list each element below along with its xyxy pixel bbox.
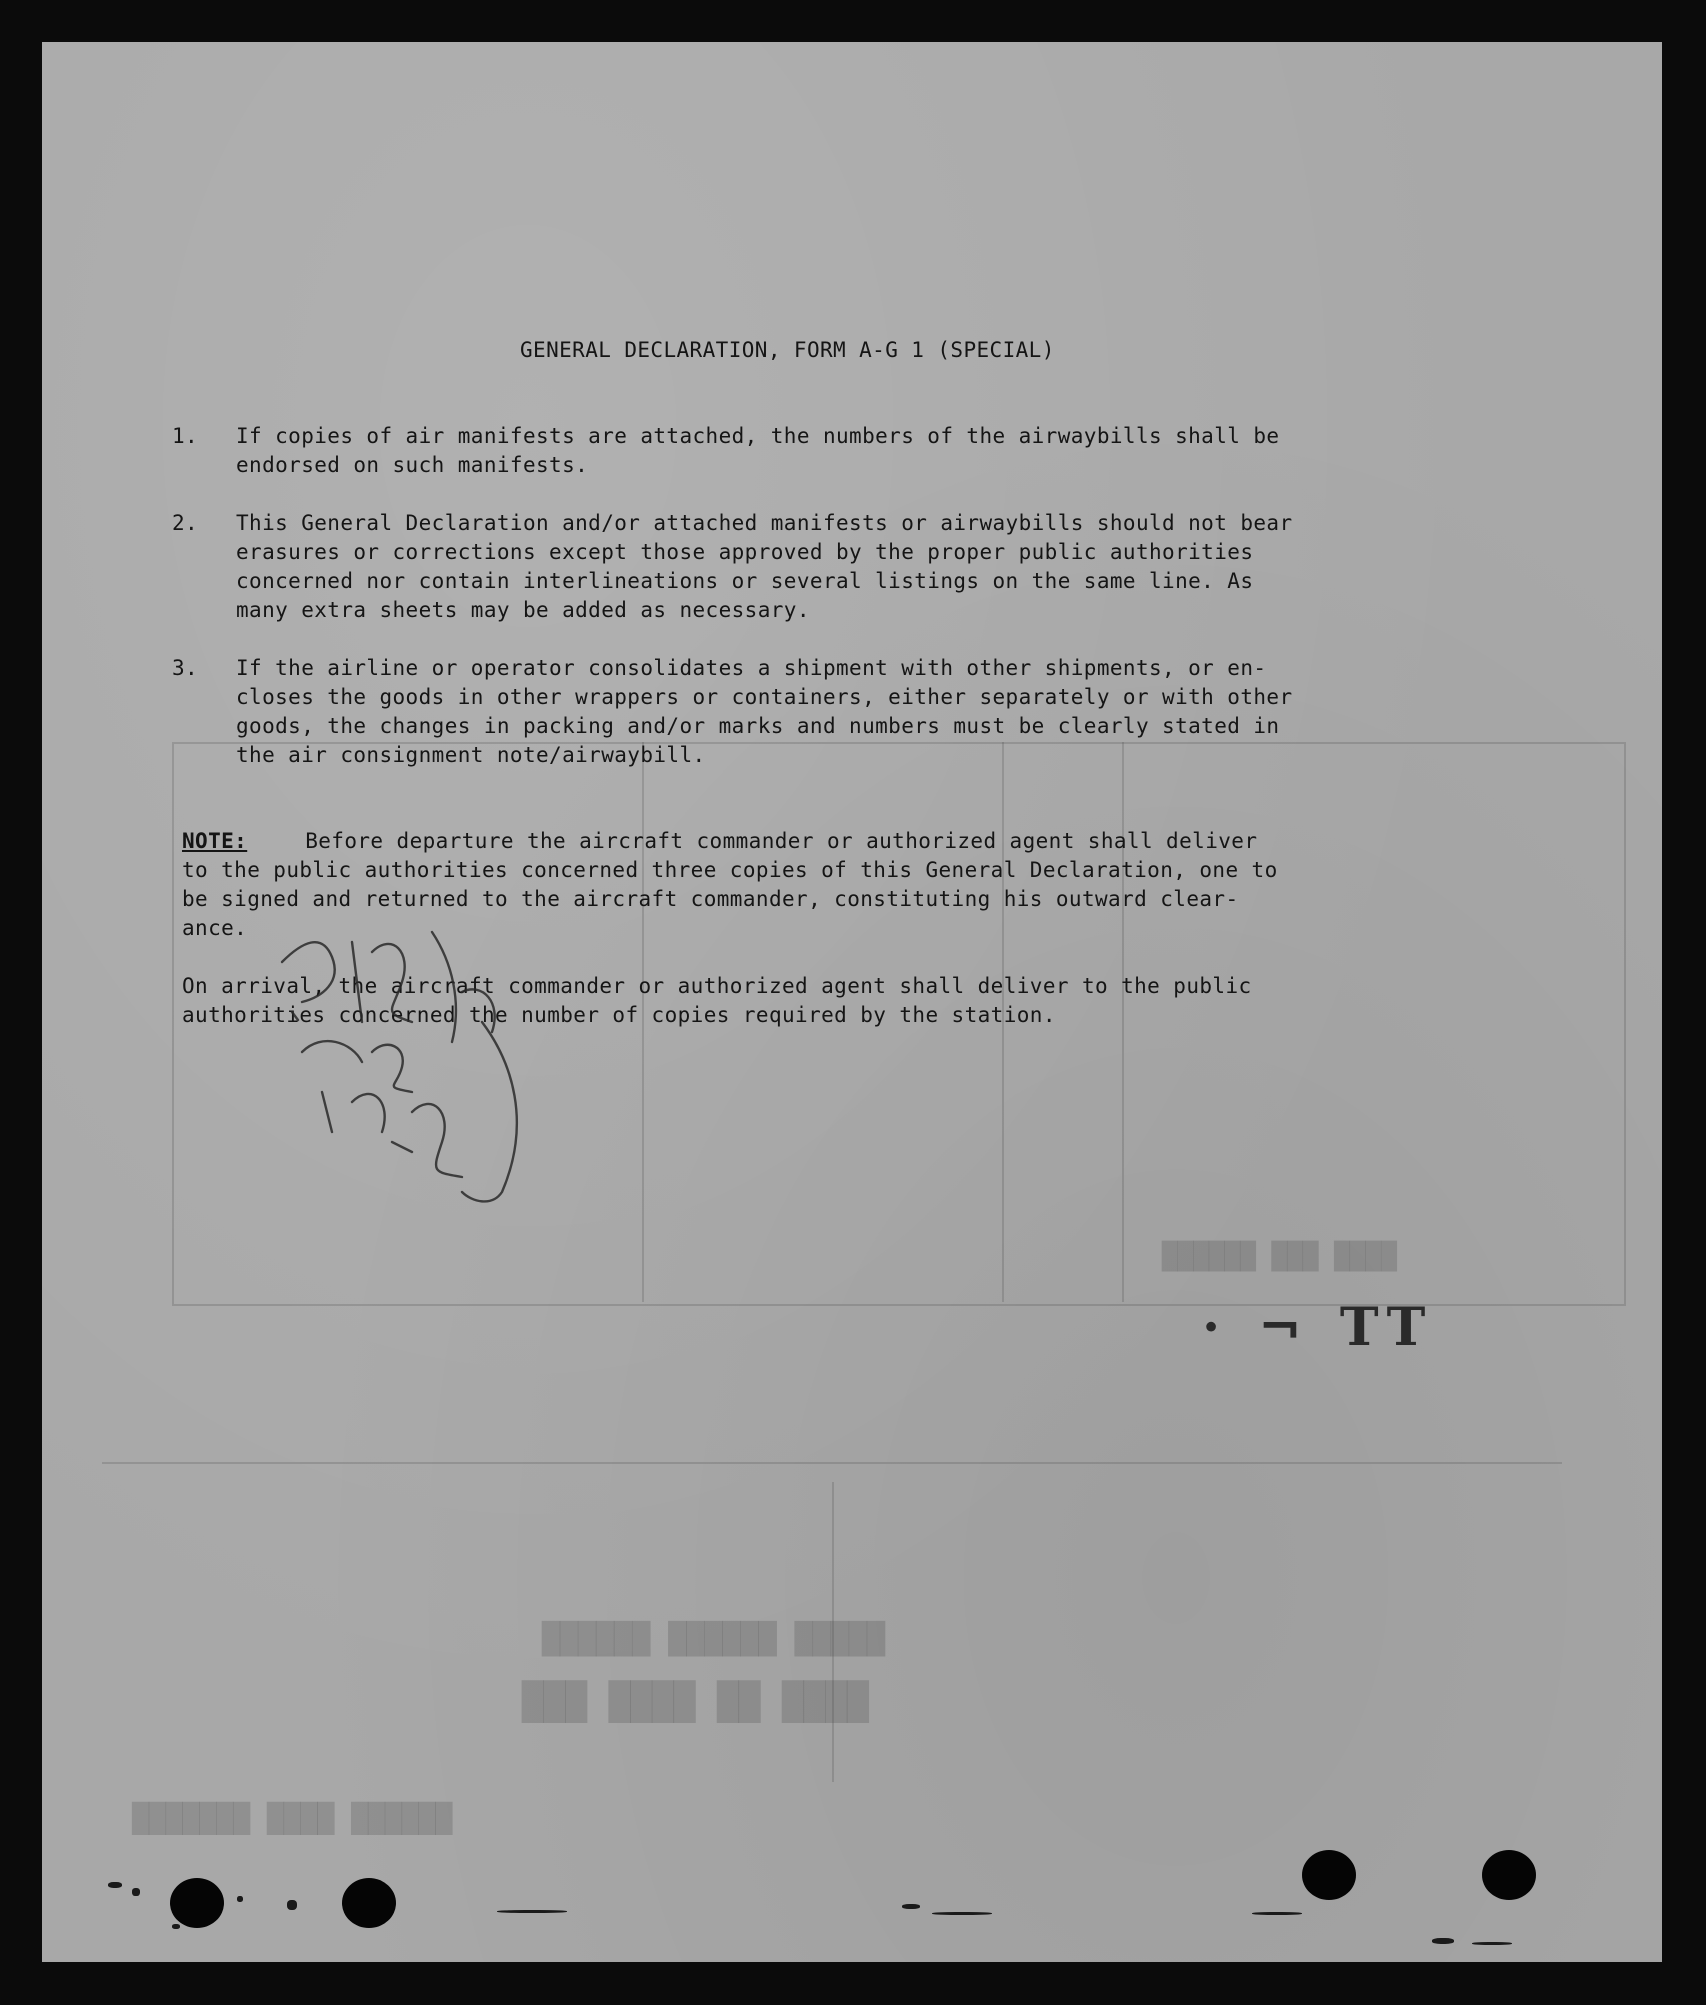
- arrival-line: authorities concerned the number of copies required by the station.: [182, 1003, 1056, 1027]
- document-title: GENERAL DECLARATION, FORM A-G 1 (SPECIAL): [520, 338, 1055, 362]
- stamp-fragment: TT ⌐ ·: [1192, 1297, 1426, 1358]
- note-label: NOTE:: [182, 829, 248, 853]
- item-line: If copies of air manifests are attached, the numbers of the airwaybills shall be: [236, 424, 1280, 448]
- ink-speck: [108, 1882, 122, 1888]
- item-line: the air consignment note/airwaybill.: [236, 743, 706, 767]
- ink-speck: [287, 1900, 297, 1910]
- punch-hole: [1302, 1850, 1356, 1900]
- handwritten-signature: [262, 902, 622, 1222]
- item-number: 1.: [172, 424, 199, 448]
- item-line: endorsed on such manifests.: [236, 453, 589, 477]
- note-line-first: [182, 827, 1522, 856]
- ink-speck: [172, 1924, 180, 1929]
- bleed-through-text: ████ ██ ████ ███: [522, 1682, 869, 1723]
- ink-speck: [1252, 1912, 1302, 1915]
- document-page: [42, 42, 1662, 1962]
- punch-hole: [170, 1878, 224, 1928]
- item-text: [236, 654, 1536, 770]
- note-line: Before departure the aircraft commander or authorized agent shall deliver: [305, 829, 1258, 853]
- ink-speck: [497, 1910, 567, 1913]
- ink-speck: [902, 1904, 920, 1909]
- ink-speck: [237, 1896, 243, 1902]
- item-line: goods, the changes in packing and/or marks and numbers must be clearly stated in: [236, 714, 1280, 738]
- bleed-through-text: ██████ ████ ███████: [132, 1802, 453, 1835]
- ink-speck: [132, 1888, 140, 1896]
- item-line: If the airline or operator consolidates a shipment with other shipments, or en-: [236, 656, 1267, 680]
- item-number: 3.: [172, 656, 199, 680]
- arrival-line: On arrival, the aircraft commander or authorized agent shall deliver to the public: [182, 974, 1252, 998]
- item-line: concerned nor contain interlineations or several listings on the same line. As: [236, 569, 1254, 593]
- item-line: erasures or corrections except those approved by the proper public authorities: [236, 540, 1254, 564]
- item-line: This General Declaration and/or attached manifests or airwaybills should not bear: [236, 511, 1293, 535]
- ink-speck: [1472, 1942, 1512, 1945]
- item-number: 2.: [172, 511, 199, 535]
- item-text: [236, 509, 1536, 625]
- punch-hole: [1482, 1850, 1536, 1900]
- ink-speck: [932, 1912, 992, 1915]
- item-text: [236, 422, 1536, 480]
- bleed-through-text: ████ ███ ██████: [1162, 1242, 1397, 1272]
- note-line: to the public authorities concerned three copies of this General Declaration, one to: [182, 858, 1278, 882]
- item-line: closes the goods in other wrappers or containers, either separately or with other: [236, 685, 1293, 709]
- item-line: many extra sheets may be added as necessary.: [236, 598, 810, 622]
- bleed-through-text: █████ ██████ ██████: [542, 1622, 886, 1657]
- note-line: ance.: [182, 916, 248, 940]
- punch-hole: [342, 1878, 396, 1928]
- ink-speck: [1432, 1938, 1454, 1944]
- note-line: be signed and returned to the aircraft commander, constituting his outward clear-: [182, 887, 1239, 911]
- bleed-through-rule: [102, 1462, 1562, 1464]
